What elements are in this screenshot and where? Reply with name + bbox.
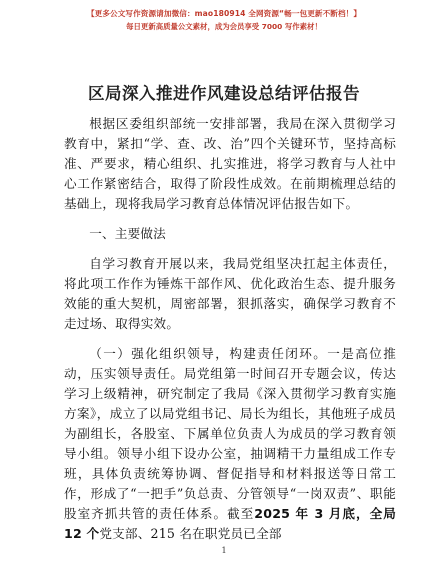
section-heading: 一、主要做法 <box>89 226 166 241</box>
page-number: 1 <box>221 546 227 555</box>
subsection-text: （一）强化组织领导，构建责任闭环。一是高位推动，压实领导责任。局党组第一时间召开专题会议，传达学习上级精神，研究制定了我局《深入贯彻学习教育实施方案》，成立了以局党组书记、局长为组长，其他班子成员为副组长，各股室、下属单位负责人为成员的学习教育领导小组。领导小组下设办公室，抽调精干力量组成工作专班，具体负责统筹协调、督促指导和材料报送等日常工作，形成了“一把手”负总责、分管领导“一岗双责”、职能股室齐抓共管的责任体系。截至 <box>64 346 396 521</box>
promo-banner-line-2: 每日更新高质量公文素材，成为会员享受 7000 写作素材！ <box>126 22 322 31</box>
subsection-paragraph <box>64 344 396 544</box>
section-paragraph: 自学习教育开展以来，我局党组坚决扛起主体责任，将此项工作作为锤炼干部作风、优化政治生态、提升服务效能的重大契机，周密部署，狠抓落实，确保学习教育不走过场、取得实效。 <box>64 256 396 331</box>
subsection-tail: 党支部、215 名在职党员已全部 <box>99 526 282 541</box>
promo-banner-line-1: 【更多公文写作资源请加微信：mao180914 全网资源“畅一包更新不断档！】 <box>86 9 362 18</box>
document-title: 区局深入推进作风建设总结评估报告 <box>88 84 360 103</box>
document-body <box>64 114 396 544</box>
intro-paragraph: 根据区委组织部统一安排部署，我局在深入贯彻学习教育中，紧扣“学、查、改、治”四个关键环节，坚持高标准、严要求，精心组织、扎实推进，将学习教育与人社中心工作紧密结合，取得了阶段性成效。在前期梳理总结的基础上，现将我局学习教育总体情况评估报告如下。 <box>64 116 396 211</box>
date-highlight: 2025 年 3 月底，全局 12 个 <box>64 506 396 541</box>
